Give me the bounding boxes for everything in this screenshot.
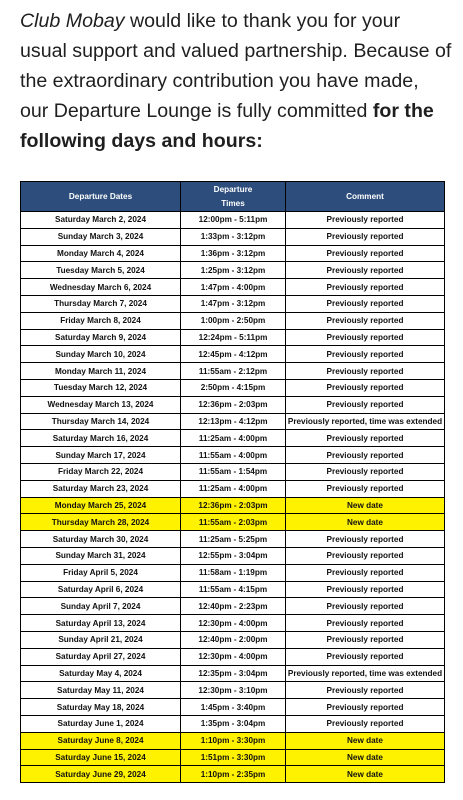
cell-time: 1:51pm - 3:30pm [181, 749, 286, 766]
cell-time: 2:50pm - 4:15pm [181, 379, 286, 396]
table-row [21, 665, 445, 682]
cell-comment: Previously reported [286, 329, 445, 346]
cell-comment: Previously reported [286, 396, 445, 413]
cell-comment: Previously reported [286, 564, 445, 581]
cell-comment: Previously reported [286, 699, 445, 716]
cell-date: Tuesday March 5, 2024 [21, 262, 181, 279]
cell-time: 11:25am - 5:25pm [181, 531, 286, 548]
cell-date: Saturday April 13, 2024 [21, 615, 181, 632]
club-name: Club Mobay [20, 10, 125, 32]
cell-time: 12:45pm - 4:12pm [181, 346, 286, 363]
table-row [21, 581, 445, 598]
table-row [21, 564, 445, 581]
table-row [21, 547, 445, 564]
cell-time: 11:55am - 4:00pm [181, 447, 286, 464]
table-row [21, 279, 445, 296]
table-row [21, 648, 445, 665]
intro-bold-text: for the following days and hours: [20, 100, 434, 152]
table-row [21, 480, 445, 497]
cell-comment: Previously reported [286, 615, 445, 632]
table-body [21, 212, 445, 783]
cell-comment: Previously reported [286, 648, 445, 665]
cell-comment: Previously reported [286, 212, 445, 229]
intro-text: would like to thank you for your usual support and valued partnership. Because of the extraordinary contribution you have made, our Departure Lounge is fully committed [20, 10, 452, 122]
cell-comment: Previously reported, time was extended [286, 413, 445, 430]
cell-comment: Previously reported [286, 228, 445, 245]
table-row [21, 699, 445, 716]
table-row [21, 413, 445, 430]
cell-comment: Previously reported [286, 312, 445, 329]
cell-date: Sunday March 17, 2024 [21, 447, 181, 464]
cell-time: 1:45pm - 3:40pm [181, 699, 286, 716]
cell-time: 1:33pm - 3:12pm [181, 228, 286, 245]
table-row [21, 295, 445, 312]
cell-date: Monday March 11, 2024 [21, 363, 181, 380]
cell-comment: Previously reported [286, 262, 445, 279]
cell-time: 12:13pm - 4:12pm [181, 413, 286, 430]
cell-comment: Previously reported [286, 245, 445, 262]
cell-time: 1:10pm - 3:30pm [181, 732, 286, 749]
cell-comment: New date [286, 514, 445, 531]
cell-time: 12:55pm - 3:04pm [181, 547, 286, 564]
cell-time: 11:55am - 2:12pm [181, 363, 286, 380]
cell-time: 12:36pm - 2:03pm [181, 396, 286, 413]
cell-date: Thursday March 7, 2024 [21, 295, 181, 312]
cell-date: Saturday June 1, 2024 [21, 715, 181, 732]
cell-time: 11:55am - 2:03pm [181, 514, 286, 531]
table-row [21, 497, 445, 514]
cell-time: 11:25am - 4:00pm [181, 430, 286, 447]
header-times-line2: Times [221, 198, 245, 208]
table-row [21, 514, 445, 531]
cell-comment: Previously reported, time was extended [286, 665, 445, 682]
cell-date: Saturday March 9, 2024 [21, 329, 181, 346]
cell-date: Friday March 8, 2024 [21, 312, 181, 329]
cell-time: 12:30pm - 4:00pm [181, 648, 286, 665]
cell-comment: Previously reported [286, 598, 445, 615]
cell-time: 12:30pm - 4:00pm [181, 615, 286, 632]
cell-date: Saturday April 27, 2024 [21, 648, 181, 665]
intro-paragraph [20, 6, 452, 156]
cell-comment: New date [286, 766, 445, 783]
cell-date: Saturday March 2, 2024 [21, 212, 181, 229]
table-row [21, 329, 445, 346]
cell-comment: Previously reported [286, 363, 445, 380]
cell-date: Saturday June 8, 2024 [21, 732, 181, 749]
cell-date: Sunday March 10, 2024 [21, 346, 181, 363]
cell-comment: Previously reported [286, 379, 445, 396]
cell-date: Monday March 4, 2024 [21, 245, 181, 262]
table-row [21, 245, 445, 262]
cell-date: Saturday March 30, 2024 [21, 531, 181, 548]
cell-time: 1:00pm - 2:50pm [181, 312, 286, 329]
cell-comment: Previously reported [286, 463, 445, 480]
cell-date: Saturday April 6, 2024 [21, 581, 181, 598]
table-row [21, 447, 445, 464]
cell-comment: Previously reported [286, 715, 445, 732]
cell-comment: Previously reported [286, 346, 445, 363]
cell-date: Sunday March 3, 2024 [21, 228, 181, 245]
cell-time: 12:40pm - 2:00pm [181, 631, 286, 648]
table-row [21, 312, 445, 329]
cell-date: Saturday May 11, 2024 [21, 682, 181, 699]
table-row [21, 363, 445, 380]
cell-time: 1:47pm - 4:00pm [181, 279, 286, 296]
cell-time: 1:35pm - 3:04pm [181, 715, 286, 732]
cell-date: Friday April 5, 2024 [21, 564, 181, 581]
cell-comment: Previously reported [286, 631, 445, 648]
cell-comment: Previously reported [286, 682, 445, 699]
cell-date: Saturday June 29, 2024 [21, 766, 181, 783]
cell-date: Saturday May 18, 2024 [21, 699, 181, 716]
table-row [21, 615, 445, 632]
table-row [21, 598, 445, 615]
cell-date: Sunday March 31, 2024 [21, 547, 181, 564]
table-row [21, 212, 445, 229]
cell-comment: Previously reported [286, 295, 445, 312]
header-times-line1: Departure [213, 184, 253, 194]
table-row [21, 682, 445, 699]
table-row [21, 262, 445, 279]
cell-time: 12:30pm - 3:10pm [181, 682, 286, 699]
table-row [21, 631, 445, 648]
cell-date: Thursday March 14, 2024 [21, 413, 181, 430]
cell-date: Sunday April 21, 2024 [21, 631, 181, 648]
cell-time: 12:40pm - 2:23pm [181, 598, 286, 615]
cell-date: Friday March 22, 2024 [21, 463, 181, 480]
table-row [21, 766, 445, 783]
cell-time: 1:47pm - 3:12pm [181, 295, 286, 312]
cell-comment: Previously reported [286, 430, 445, 447]
cell-comment: New date [286, 732, 445, 749]
table-row [21, 346, 445, 363]
cell-date: Saturday March 16, 2024 [21, 430, 181, 447]
cell-comment: Previously reported [286, 531, 445, 548]
cell-date: Wednesday March 13, 2024 [21, 396, 181, 413]
cell-time: 11:55am - 4:15pm [181, 581, 286, 598]
cell-comment: Previously reported [286, 547, 445, 564]
cell-comment: Previously reported [286, 480, 445, 497]
cell-comment: New date [286, 749, 445, 766]
cell-date: Sunday April 7, 2024 [21, 598, 181, 615]
table-row [21, 379, 445, 396]
cell-time: 1:10pm - 2:35pm [181, 766, 286, 783]
departure-schedule-table [20, 181, 445, 783]
cell-time: 12:36pm - 2:03pm [181, 497, 286, 514]
table-row [21, 715, 445, 732]
table-row [21, 732, 445, 749]
cell-date: Tuesday March 12, 2024 [21, 379, 181, 396]
table-header-row [21, 182, 445, 212]
cell-time: 1:36pm - 3:12pm [181, 245, 286, 262]
cell-date: Saturday June 15, 2024 [21, 749, 181, 766]
table-row [21, 749, 445, 766]
cell-date: Monday March 25, 2024 [21, 497, 181, 514]
table-row [21, 228, 445, 245]
cell-time: 12:00pm - 5:11pm [181, 212, 286, 229]
cell-date: Thursday March 28, 2024 [21, 514, 181, 531]
cell-time: 11:55am - 1:54pm [181, 463, 286, 480]
cell-time: 11:58am - 1:19pm [181, 564, 286, 581]
header-comment: Comment [286, 182, 445, 212]
header-departure-times [181, 182, 286, 212]
cell-date: Saturday May 4, 2024 [21, 665, 181, 682]
header-departure-dates: Departure Dates [21, 182, 181, 212]
table-row [21, 463, 445, 480]
cell-comment: Previously reported [286, 279, 445, 296]
cell-comment: New date [286, 497, 445, 514]
cell-comment: Previously reported [286, 447, 445, 464]
cell-time: 12:35pm - 3:04pm [181, 665, 286, 682]
cell-date: Wednesday March 6, 2024 [21, 279, 181, 296]
cell-time: 12:24pm - 5:11pm [181, 329, 286, 346]
table-row [21, 531, 445, 548]
cell-comment: Previously reported [286, 581, 445, 598]
cell-time: 1:25pm - 3:12pm [181, 262, 286, 279]
cell-date: Saturday March 23, 2024 [21, 480, 181, 497]
table-row [21, 396, 445, 413]
table-row [21, 430, 445, 447]
cell-time: 11:25am - 4:00pm [181, 480, 286, 497]
